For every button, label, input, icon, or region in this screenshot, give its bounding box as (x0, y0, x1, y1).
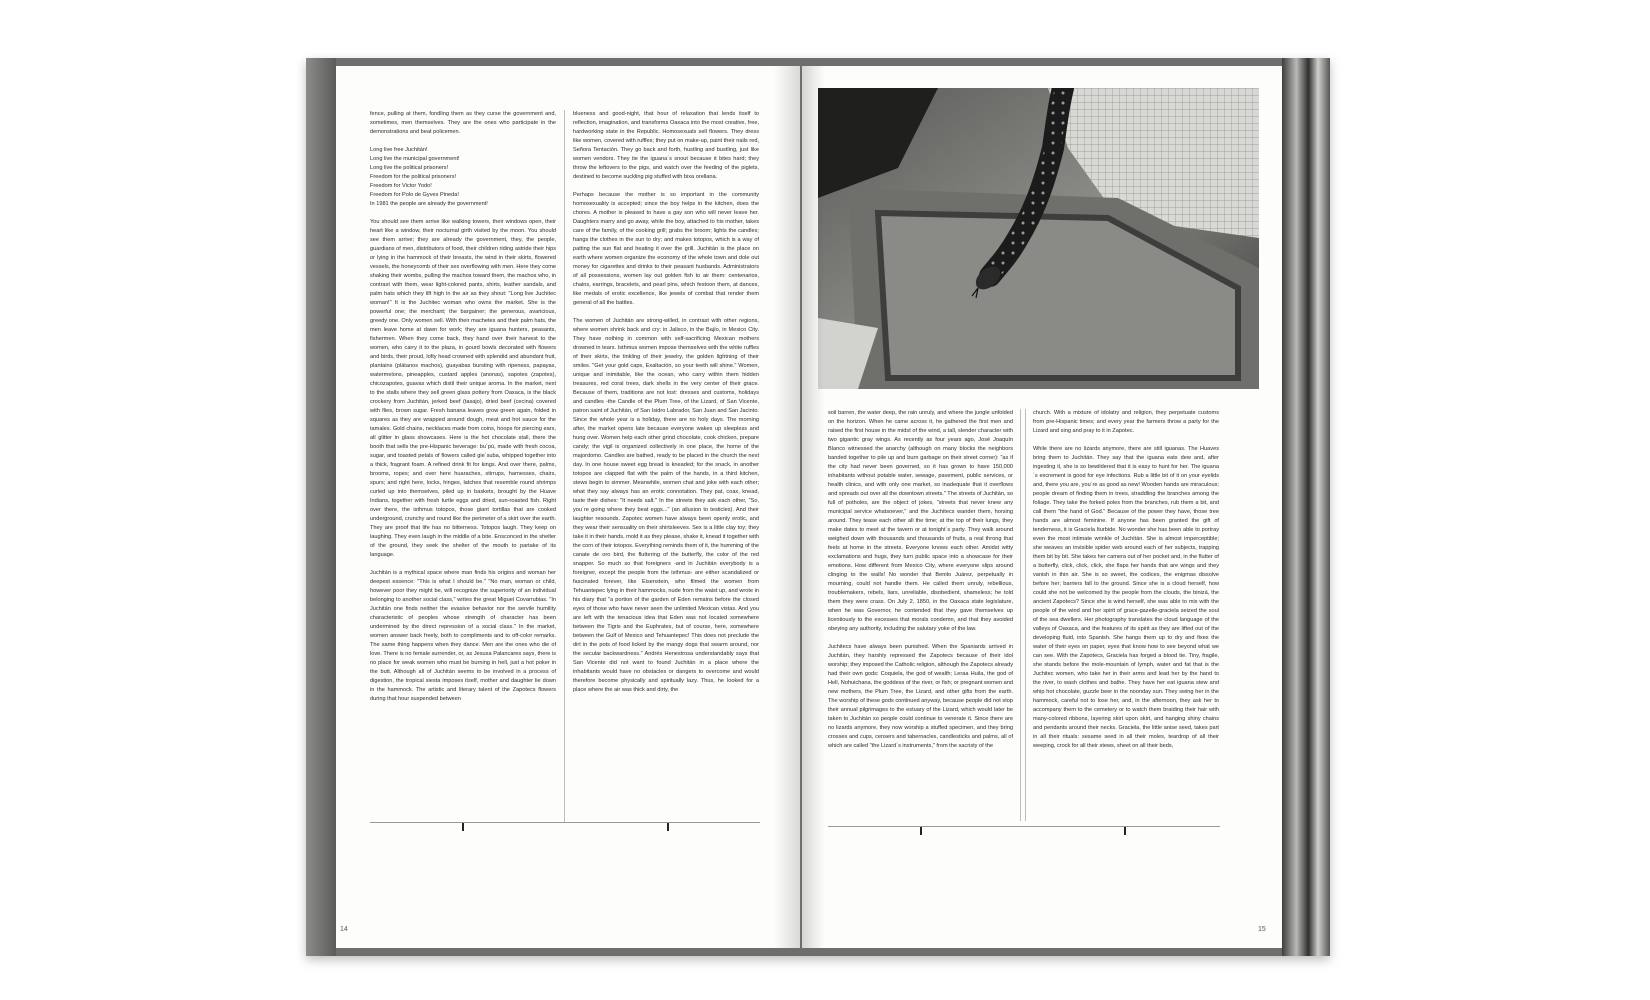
open-book (306, 58, 1330, 956)
poem-line: Freedom for Polo de Gyves Pineda! (370, 192, 459, 198)
poem-line: In 1981 the people are already the government! (370, 201, 488, 207)
paragraph: church. With a mixture of idolatry and religion, they perpetuate customs from pre-Hispanic times; and every year the farmers throw a party for the Lizard and sing and pray to it in Zapotec. (1033, 410, 1219, 434)
cover-edge-left (306, 58, 336, 956)
cover-edge-right (1282, 58, 1330, 956)
rule-tick (1124, 827, 1126, 835)
right-page-column-2 (1033, 409, 1219, 821)
left-page-column-2 (573, 110, 759, 850)
poem-line: Long live free Juchitán! (370, 147, 428, 153)
page-number: 15 (1258, 926, 1266, 933)
paragraph: fence, pulling at them, fondling them as they curse the government and, sometimes, men themselves. They are the ones who participate in the demonstrations and beat policemen. (370, 111, 556, 135)
paragraph: The women of Juchitán are strong-willed, in contrast with other regions, where women shrink back and cry: in Jalisco, in the Bajío, in Mexico City. They have nothing in common with self-sacrificing Mexican mothers drowned in tears. Isthmus women impose themselves with the white ruffles of their skirts, the tinkling of their jewelry, the golden lightning of their smiles. "Get your gold caps, Exaltación, so your teeth will shine." Women, unique and inimitable, like the ocean, who carry within them hidden treasures, red coral trees, dark shells in the very center of their grace. Because of them, traditions are not lost: dresses and customs, holidays and candles -the Candle of the Plum Tree, of the Lizard, of San Vicente, patron saint of Juchitán, of San Isidro Labrador, San Juan and San Jacinto. Since the whole year is a holiday, there are no holy days. The morning after, the market opens late because everyone wakes up sleepless and hung over. Women help each other grind chocolate, cook chicken, prepare candy; the vigil is organized collectively in one place, the home of the majordomo. Candles are bathed, ready to be placed in the church the next day. In one house sweet egg bread is kneaded; for the snack, in another totopos are clapped flat with the palm of the hands, in a third kitchen, stews begin to simmer. Meanwhile, women chat and joke with each other; what they say always has an erotic connotation. They pat, coax, knead, taste their dishes: "It needs salt." In the streets they ask each other, "So, you´re going where they beat eggs..." (an allusion to testicles). And their laughter resounds. Zapotec women have always been openly erotic, and they wear their sensuality on their shirtsleeves. Sex is a little clay toy; they take it in their hands, mold it as they please, shake it, knead it together with the corn of their totopos. Everything reminds them of it, the humming of the canate de oro bird, the fluttering of the butterfly, the color of the red snapper. So much so that foreigners -and in Juchitán everybody is a foreigner, except the people from the isthmus- are either scandalized or fascinated forever, like Eisenstein, who filmed the women from Tehuantepec lying in their hammocks, nude from the waist up, and wrote in his diary that "a portion of the garden of Eden remains before the closed eyes of those who have never seen the unlimited Mexican vistas. And you are left with the tenacious idea that Eden was not located somewhere between the Tigris and the Euphrates, but of course, here, somewhere between the Gulf of Mexico and Tehuantepec! This does not preclude the dirt in the pots of food licked by the mangy dogs that swarm around, nor the secular backwardness." Andrés Henestrosa understandably says that San Vicente did not want to found Juchitán in a place where the inhabitants would have no obstacles or dangers to overcome and would therefore become physically and spiritually lazy. Thus, he looked for a place where the air was thick and dirty, the (573, 318, 759, 693)
gutter-shadow (802, 66, 824, 948)
rule-tick (667, 823, 669, 831)
snake-photograph (818, 88, 1259, 389)
poem-line: Freedom for Victor Yodo! (370, 183, 432, 189)
poem (370, 146, 556, 209)
column-divider (564, 110, 565, 822)
paragraph: Perhaps because the mother is so important in the community homosexuality is accepted; since the boy helps in the kitchen, does the chores. A mother is pleased to have a gay son who will never leave her. Daughters marry and go away, while the boy, attached to his mother, takes care of the family, of the cooking grill; grabs the broom; lights the candles; hangs the clothes in the sun to dry; and makes totopos, which is a way of patting the sun flat and heating it over the grill. Juchitán is the place on earth where women organize the economy of the whole town and dole out money for cigarettes and drinks to their peasant husbands. Administrators of all possessions, women lay out golden fish to air them: centenarios, chains, earrings, bracelets, and pearl pins, which festoon them, at dances, like medals of erotic excellence, like jewels of combat that render them general of all the battles. (573, 192, 759, 306)
left-page (336, 66, 800, 948)
paragraph: You should see them arrive like walking towers, their windows open, their heart like a window, their nocturnal girth visited by the moon. You should see them arrive; they are already the government, they, the people, guardians of men, distributors of food, their children riding astride their hips or lying in the hammock of their breasts, the wind in their skirts, flowered vessels, the honeycomb of their sex overflowing with men. Here they come shaking their wombs, pulling the machos toward them, the machos who, in contrast with them, wear light-colored pants, shirts, leather sandals, and palm hats which they lift high in the air as they shout: "Long live Juchitec woman!" It is the Juchitec woman who owns the market. She is the powerful one; the merchant; the bargainer; the generous, avaricious, greedy one. Only women sell. With their machetes and their palm hats, the men leave home at dawn for work; they are iguana hunters, peasants, fishermen. When they come back, they hand over their harvest to the women, who carry it to the plaza, in gourd bowls decorated with flowers and birds, their proud, lofty head crowned with splendid and abundant fruit, plantains (plátanos machos), guayabas bursting with ripeness, papayas, watermelons, pineapples, custard apples (anonas), sapotes (zapotes), chicozapotes, guavas which distil their unique aroma. In the market, next to the stalls where they sell green glass pottery from Oaxaca, is the black crockery from Juchitán, jerked beef (tasajo), dried beef (cecina) covered with flies, brown sugar. Fresh banana leaves grow green again, folded in squares as they are wrapped around dough, meat and hot sauce for the tamales. Gold chains, necklaces made from coins, hoops for piercing ears, all glitter in glass showcases. Here is the hot chocolate stall, there the booth that sells the pre-Hispanic beverage: bu´pú, made with fresh cocoa, sugar, and toasted petals of flowers called gie´suba, whipped together into a thick, fragrant foam. A refined drink fit for kings. And over there, palms, brooms, ropes; and over here huaraches, stirrups, harnesses, chairs, spurs; and right here, locks, hinges, latches that resemble round shrimps curled up into themselves, piled up in baskets, brought by the Huave Indians, together with fresh turtle eggs and dried, sun-roasted fish. Right over there, the isthmus totopos, those giant tortillas that are cooked underground, crunchy and round like the perimeter of a skirt over the earth. They are proof that life has no bitterness. Totopos laugh. They keep on laughing. They even laugh in the middle of a bite. Ensconced in the shelter of the ground, they seek the shelter of the mouth to partake of its language. (370, 219, 556, 558)
bottom-rule (370, 822, 760, 823)
poem-line: Freedom for the political prisoners! (370, 174, 457, 180)
right-page-column-1 (828, 409, 1013, 821)
snake-photo-image (818, 88, 1259, 389)
right-page (802, 66, 1282, 948)
poem-line: Long live the political prisoners! (370, 165, 449, 171)
column-divider (1020, 409, 1021, 821)
poem-line: Long live the municipal government! (370, 156, 460, 162)
bottom-rule (828, 826, 1220, 827)
rule-tick (920, 827, 922, 835)
paragraph: While there are no lizards anymore, there are still iguanas. The Huaves bring them to Juchitán. They say that the iguana eats dew and, after ingesting it, she is so bewildered that it is easy to hunt for her. The iguana´s excrement is good for eye infections. Rub a little bit of it on your eyelids and, there you are, you´re as good as new! Wooden hands are miraculous; people dream of finding them in trees, straddling the branches among the foliage. They take the forked poles from the branches, rub them a bit, and call them "the hand of God." Because of the power they have, those tree hands are almost feminine. If anyone has been granted the gift of tenderness, it is Graciela Iturbide. No wonder she has been able to portray even the most intimate wrinkle of Juchitán. She is almost imperceptible; she weaves an invisible spider web around each of her subjects, trapping them bit by bit. She takes her camera out of her pocket and, in the flutter of a butterfly, click, click, click, she flaps her hands that are wings and they vanish in thin air. She is so sweet, the codices, the enigmas dissolve before her; barriers fall to the ground. Since she is a cloud herself, how could she not be welcomed by the people from the clouds, the binizá, the ancient Zapotecs? Since she is wind herself, she was able to mix with the people of the wind and her spirit of grace-gazelle-graciela seized the soul of the sea dwellers. Her photography translates the cloud language of the valleys of Oaxaca, and the features of its spirit as they are lifted out of the developing fluid, into Spanish. She hangs them up to dry and fixes the water of their eyes on paper, eyes that know how to see beyond what we can see. With the Zapotecs, Graciela has forged a blood tie. Tiny, fragile, she stands before the mole-mountain of lymph, water and fat that is the Juchitec women, who take her in their arms and lead her by the hand to the river, to wash clothes and bathe. They have her eat iguana stew and whip hot chocolate, guzzle beer in the noonday sun. They swing her in the hammock, careful not to lose her, and, in the afternoon, they ask her to accompany them to the cemetery or to watch them braiding their hair with many-colored ribbons, layering skirt upon skirt, and hanging shiny chains and pendants around their necks. Graciela, the little anise seed, takes part in all their rituals: sesame seed in all their moles, teardrop of all their weeping, crock for all their stews, sheet on all their beds, (1033, 446, 1219, 749)
left-page-column-1 (370, 110, 556, 850)
paragraph: blueness and good-night, that hour of relaxation that lends itself to reflection, imagination, and transforms Oaxaca into the most creative, free, hardworking state in the Republic. Homosexuals sell flowers. They dress like women, covered with ruffles; they put on make-up, paint their nails red, Señora Tentación. They go back and forth, hustling and bustling, just like women vendors. They tie the iguana´s snout because it bites hard; they throw the leftovers to the pigs, and watch over the feeding of the piglets, destined to become suckling pig stuffed with bixa orellana. (573, 111, 759, 180)
page-number: 14 (340, 926, 348, 933)
paragraph: soil barren, the water deep, the rain unruly, and where the jungle unfolded on the horizon. When he came across it, he gathered the first men and raised the first house in the midst of the wind, a tall, slender character with two gigantic gray wings. As recently as four years ago, José Joaquín Blanco witnessed the anarchy (although on many blocks the neighbors banded together to pile up and burn garbage on their street corner): "as if the city had never been governed, so it has grown to have 150,000 inhabitants without potable water, sewage, pavement, public services, or health clinics, and with only one market, so inadequate that it overflows and spreads out over all the downtown streets." The streets of Juchitán, so full of potholes, are the object of jokes, "streets that never knew any municipal service whatsoever," and the Juchitecs wander them, horsing around. They tease each other all the time; at the top of their lungs, they make dates to meet at the tavern or at tonight´s party. They walk around weighed down with thousands and thousands of fruits, a real throng that feels at home in the streets. Everyone knows each other. Amidst witty exclamations and hugs, they turn public space into a showcase for their emotions. How different from Mexico City, where everyone slips around clinging to the walls! No wonder that Benito Juárez, perpetually in mourning, could not handle them. He called them unruly, rebellious, troublemakers, rebels, liars, unreliable, disobedient, shameless; he told them they were crass. On July 2, 1850, in the Oaxaca state legislature, when he was Governor, he contended that they gave themselves up licentiously to the excesses that morals condemn, and that they avoided obeying any authority, including the salutary yoke of the law. (828, 410, 1013, 632)
rule-tick (462, 823, 464, 831)
paragraph: Juchitán is a mythical space where man finds his origins and woman her deepest essence: "This is what I should be." "No man, woman or child, however poor they might be, will recognize the superiority of an individual belonging to another social class," writes the great Miguel Covarrubias. "In Juchitán one finds neither the evasive behavior nor the servile humility characteristic of peoples whose strength of character has been undermined by the direct repression of a social class." In the market, women answer back freely, both to compliments and to off-color remarks. The same thing happens when they dance. Men are the ones who die of love. There is no female surrender, or, as Jesusa Palancares says, there is no place for weak women who must be burning in hell, just a hot poker in the butt. Although all of Juchitán seems to be involved in a process of digestion, the tropical siesta imposes itself, mother and daughter lie down in the hammock. The artistic and literary talent of the Zapotecs flowers during that hour suspended between (370, 570, 556, 702)
gutter-shadow (774, 66, 800, 948)
column-divider (1025, 409, 1026, 821)
paragraph: Juchitecs have always been punished. When the Spaniards arrived in Juchitán, they harshly repressed the Zapotecs because of their idol worship; they imposed the Catholic religion, although the Zapotecs already had their own gods: Coquiela, the god of wealth; Leraa Huila, the god of Hell, Nohuichana, the goddess of the river, or fish; or pregnant women and new mothers, the Plum Tree, the Lizard, and other gifts from the earth. The worship of these gods continued anyway, because people did not stop their annual pilgrimages to the estuary of the Lizard, which would later be taken to Juchitán so people could continue to venerate it. Since there are no lizards anymore, they now worship a stuffed specimen, and they bring crosses and cups, censers and tabernacles, candlesticks and palms, all of which are called "the Lizard´s instruments," from the sacristy of the (828, 644, 1013, 749)
